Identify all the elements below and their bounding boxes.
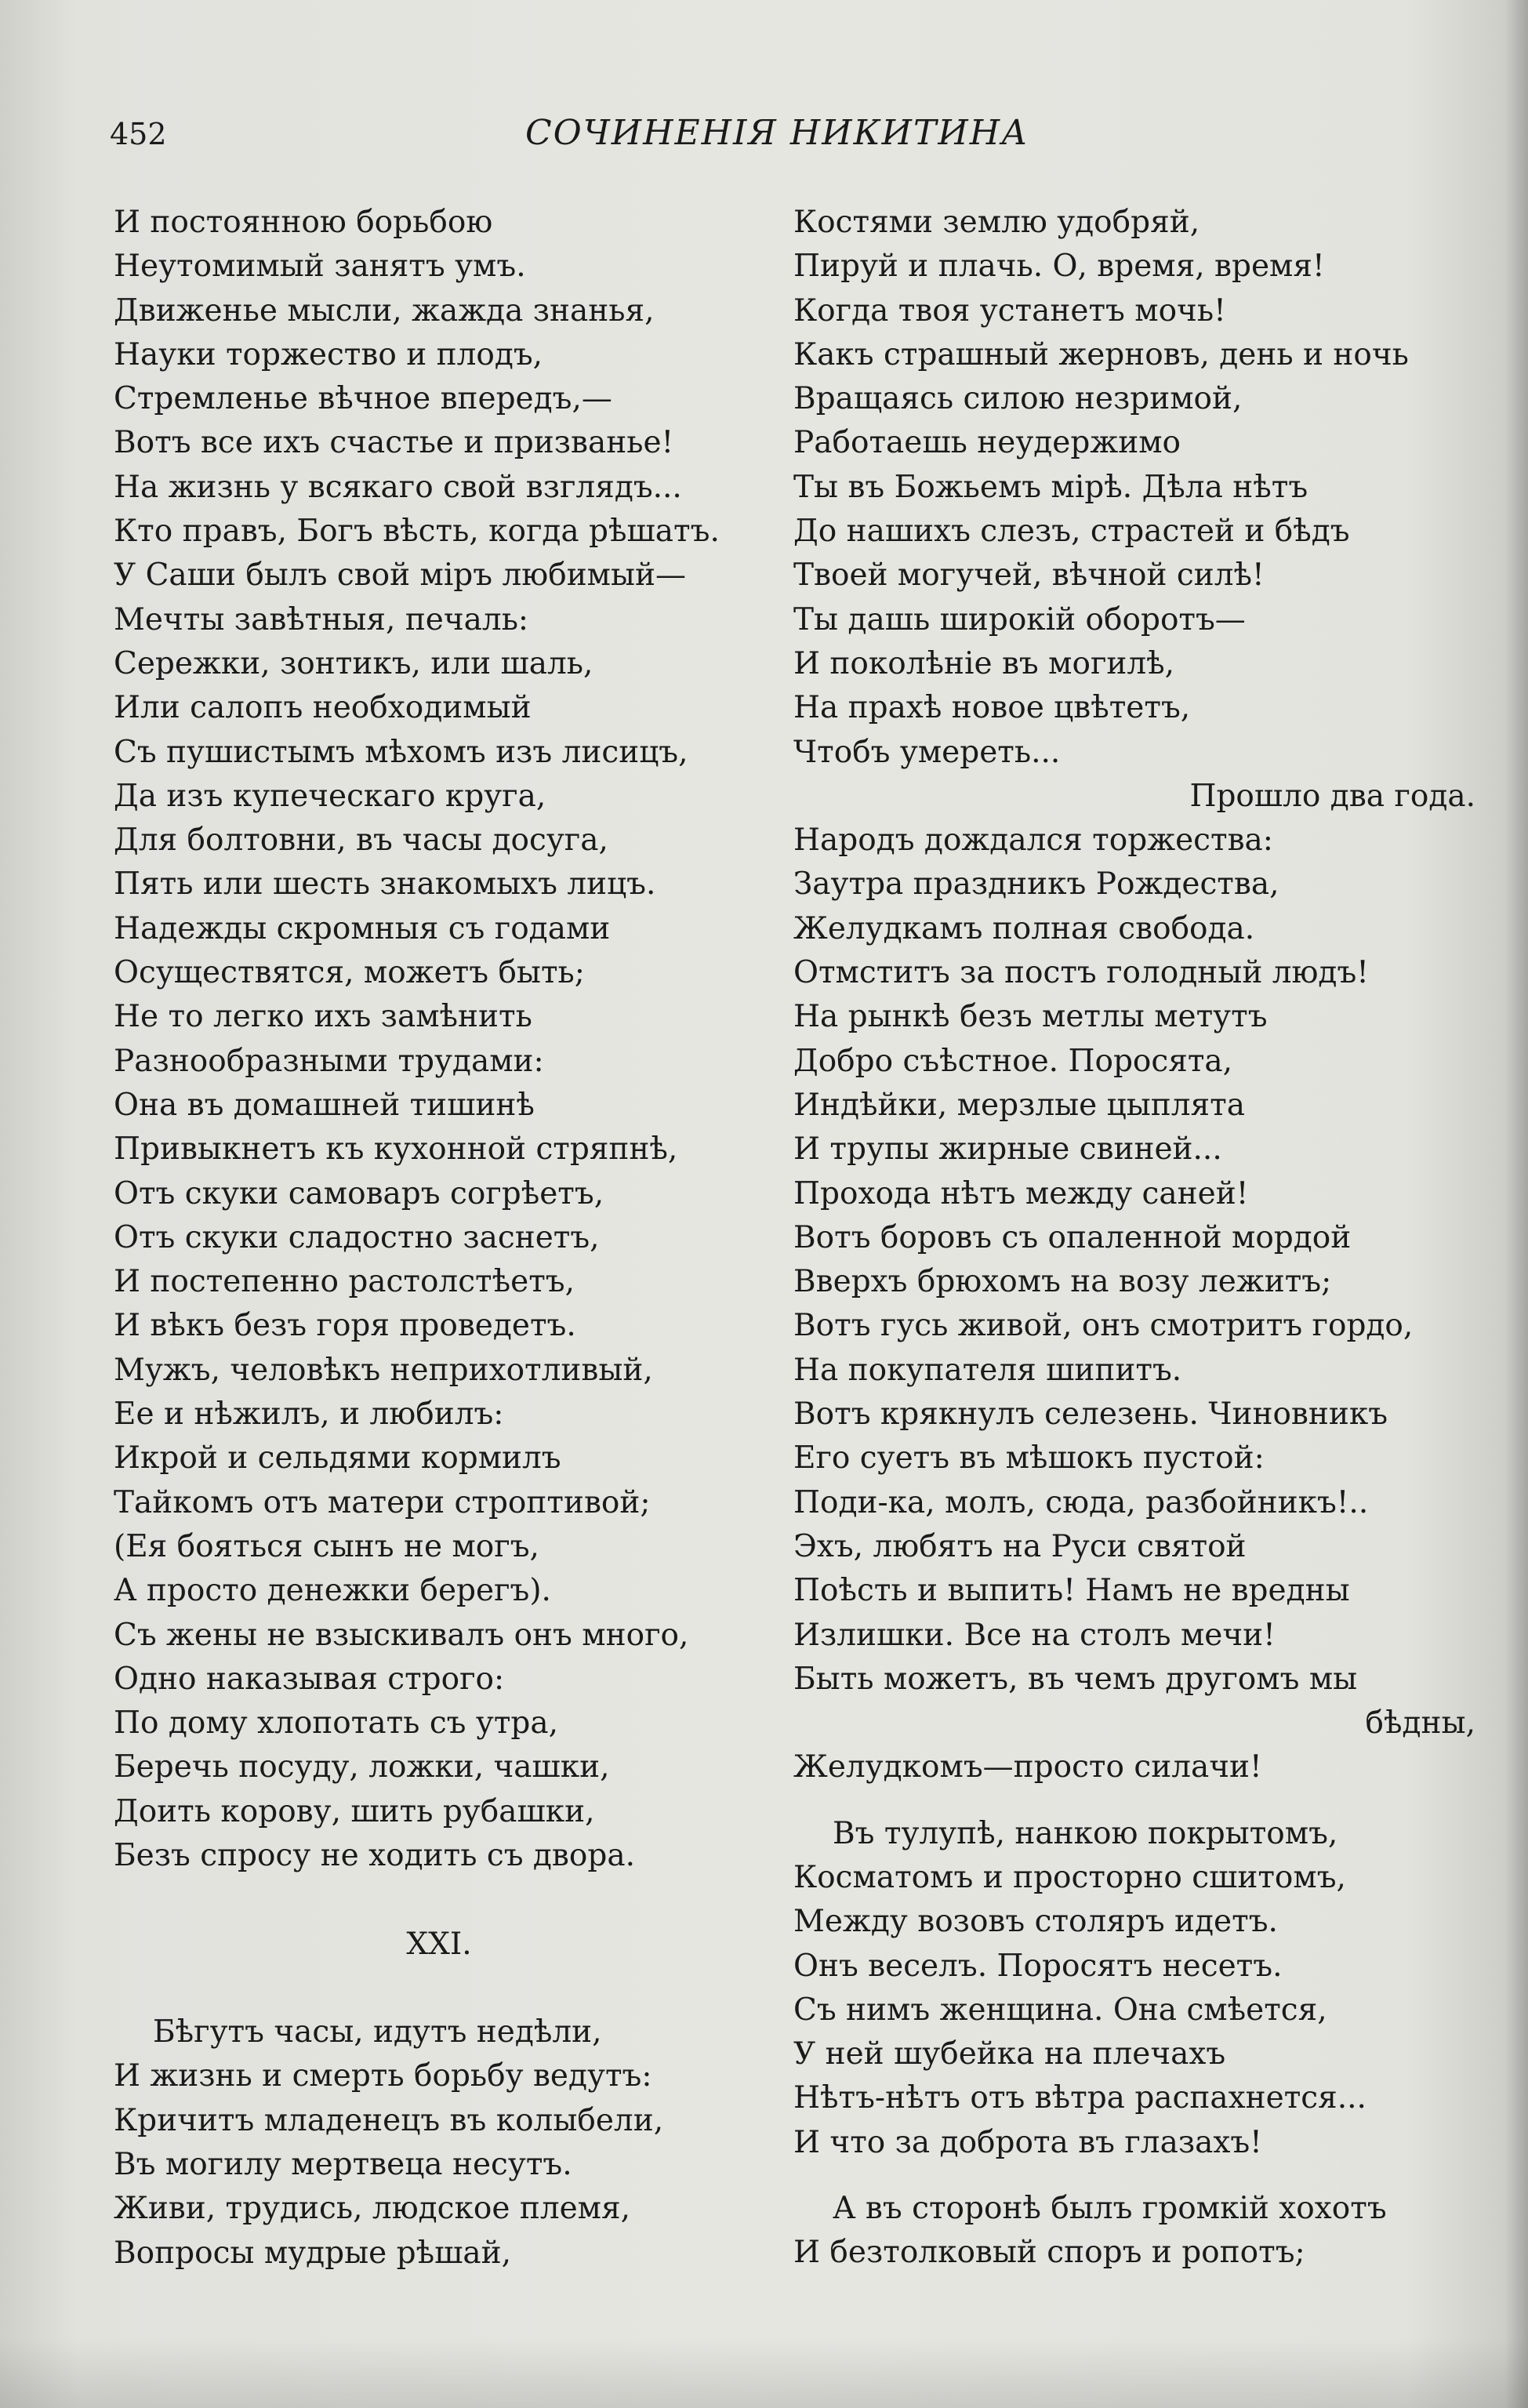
page-number: 452 <box>110 117 167 151</box>
page-edge-shadow <box>1504 0 1528 2408</box>
verse-line: У Саши былъ свой міръ любимый— <box>114 558 687 594</box>
verse-line: На жизнь у всякаго свой взглядъ... <box>114 469 682 505</box>
verse-line: Сережки, зонтикъ, или шаль, <box>114 645 593 681</box>
verse-line: Или салопъ необходимый <box>114 690 532 726</box>
page-bottom-shadow <box>0 2337 1528 2408</box>
verse-line: Безъ спросу не ходить съ двора. <box>114 1837 635 1873</box>
verse-line: Надежды скромныя съ годами <box>114 910 611 946</box>
right-stanza-2 <box>793 819 1475 1702</box>
right-stanza-3 <box>793 1856 1475 2165</box>
verse-line: Тайкомъ отъ матери строптивой; <box>114 1484 651 1520</box>
verse-line: (Ея бояться сынъ не могъ, <box>114 1528 539 1564</box>
verse-line: Въ тулупѣ, нанкою покрытомъ, <box>833 1815 1338 1851</box>
verse-line: Отъ скуки самоваръ согрѣетъ, <box>114 1175 604 1211</box>
verse-line: И вѣкъ безъ горя проведетъ. <box>114 1308 576 1344</box>
verse-line: У ней шубейка на плечахъ <box>793 2036 1226 2072</box>
verse-line: На прахѣ новое цвѣтетъ, <box>793 690 1191 726</box>
verse-line: И постоянною борьбою <box>114 205 493 240</box>
left-stanza-2 <box>114 2054 764 2275</box>
running-title: СОЧИНЕНІЯ НИКИТИНА <box>525 113 1029 153</box>
verse-line: Поѣсть и выпить! Намъ не вредны <box>793 1573 1350 1609</box>
right-stanza-4 <box>793 2231 1475 2275</box>
verse-line: Осуществятся, можетъ быть; <box>114 955 585 991</box>
verse-line: По дому хлопотать съ утра, <box>114 1705 559 1742</box>
verse-line: Индѣйки, мерзлые цыплята <box>793 1087 1245 1123</box>
verse-line: На рынкѣ безъ метлы метутъ <box>793 999 1268 1035</box>
verse-line: И что за доброта въ глазахъ! <box>793 2124 1262 2160</box>
verse-line: Онъ веселъ. Поросятъ несетъ. <box>793 1948 1283 1984</box>
verse-line: Кто правъ, Богъ вѣсть, когда рѣшатъ. <box>114 514 720 550</box>
verse-line: Отмститъ за постъ голодный людъ! <box>793 955 1369 991</box>
verse-line: Вопросы мудрые рѣшай, <box>114 2235 512 2271</box>
verse-line: Съ жены не взыскивалъ онъ много, <box>114 1617 689 1653</box>
verse-line: Бѣгутъ часы, идутъ недѣли, <box>153 2014 602 2050</box>
verse-line: Поди-ка, молъ, сюда, разбойникъ!.. <box>793 1484 1369 1520</box>
spacer <box>793 2165 1475 2187</box>
verse-line: Когда твоя устанетъ мочь! <box>793 292 1226 329</box>
verse-line: Вотъ боровъ съ опаленной мордой <box>793 1219 1352 1255</box>
verse-line: На покупателя шипитъ. <box>793 1352 1182 1388</box>
verse-line: Прохода нѣтъ между саней! <box>793 1175 1249 1211</box>
verse-line: Привыкнетъ къ кухонной стряпнѣ, <box>114 1131 678 1168</box>
verse-line: Твоей могучей, вѣчной силѣ! <box>793 558 1265 594</box>
verse-line: Вотъ все ихъ счастье и призванье! <box>114 425 674 461</box>
verse-line-continuation: бѣдны, <box>1365 1705 1475 1742</box>
verse-line: Движенье мысли, жажда знанья, <box>114 292 655 329</box>
verse-line: Разнообразными трудами: <box>114 1043 544 1079</box>
verse-line: И постепенно растолстѣетъ, <box>114 1264 575 1300</box>
verse-line: Да изъ купеческаго круга, <box>114 778 546 814</box>
verse-line: Эхъ, любятъ на Руси святой <box>793 1528 1247 1564</box>
verse-line: Народъ дождался торжества: <box>793 823 1273 859</box>
verse-line: И жизнь и смерть борьбу ведутъ: <box>114 2058 652 2094</box>
verse-line: А просто денежки берегъ). <box>114 1573 551 1609</box>
verse-line: И трупы жирные свиней... <box>793 1131 1222 1168</box>
verse-line: Вотъ крякнулъ селезень. Чиновникъ <box>793 1396 1388 1433</box>
verse-line: Вращаясь силою незримой, <box>793 381 1243 417</box>
verse-line: Желудкомъ—просто силачи! <box>793 1749 1262 1785</box>
spacer <box>114 1967 764 2010</box>
verse-line: Чтобъ умереть... <box>793 734 1061 770</box>
left-column <box>114 201 764 2275</box>
verse-line: Одно наказывая строго: <box>114 1661 505 1697</box>
verse-line: Кричитъ младенецъ въ колыбели, <box>114 2102 664 2138</box>
verse-line: Желудкамъ полная свобода. <box>793 910 1255 946</box>
verse-line: Науки торжество и плодъ, <box>114 336 543 372</box>
verse-line: Между возовъ столяръ идетъ. <box>793 1904 1278 1940</box>
spacer <box>114 1878 764 1922</box>
verse-line: И безтолковый споръ и ропотъ; <box>793 2235 1305 2271</box>
verse-line: Неутомимый занятъ умъ. <box>114 249 526 285</box>
verse-line: Вотъ гусь живой, онъ смотритъ гордо, <box>793 1308 1414 1344</box>
verse-line: Излишки. Все на столъ мечи! <box>793 1617 1276 1653</box>
verse-line: Не то легко ихъ замѣнить <box>114 999 532 1035</box>
verse-line: Беречь посуду, ложки, чашки, <box>114 1749 610 1785</box>
verse-line: Пять или шесть знакомыхъ лицъ. <box>114 866 656 903</box>
verse-line: Мужъ, человѣкъ неприхотливый, <box>114 1352 653 1388</box>
verse-line: И поколѣніе въ могилѣ, <box>793 645 1175 681</box>
section-heading: XXI. <box>406 1926 472 1962</box>
verse-line: Вверхъ брюхомъ на возу лежитъ; <box>793 1264 1332 1300</box>
verse-line: Быть можетъ, въ чемъ другомъ мы <box>793 1661 1358 1697</box>
verse-line: До нашихъ слезъ, страстей и бѣдъ <box>793 514 1350 550</box>
right-column <box>793 201 1475 2275</box>
verse-line: А въ сторонѣ былъ громкій хохотъ <box>833 2191 1387 2227</box>
verse-line: Работаешь неудержимо <box>793 425 1181 461</box>
verse-line: Его суетъ въ мѣшокъ пустой: <box>793 1440 1265 1476</box>
verse-line: Отъ скуки сладостно заснетъ, <box>114 1219 600 1255</box>
verse-line: Нѣтъ-нѣтъ отъ вѣтра распахнется... <box>793 2080 1366 2116</box>
verse-line: Съ пушистымъ мѣхомъ изъ лисицъ, <box>114 734 688 770</box>
verse-line: Косматомъ и просторно сшитомъ, <box>793 1859 1346 1895</box>
left-stanza-1 <box>114 201 764 1878</box>
verse-line: Доить корову, шить рубашки, <box>114 1793 595 1829</box>
verse-line: Добро съѣстное. Поросята, <box>793 1043 1233 1079</box>
verse-line: Икрой и сельдями кормилъ <box>114 1440 561 1476</box>
verse-line: Пируй и плачь. О, время, время! <box>793 249 1325 285</box>
verse-line: Мечты завѣтныя, печаль: <box>114 601 529 637</box>
verse-line-right-aligned: Прошло два года. <box>1189 778 1475 814</box>
verse-line: Съ нимъ женщина. Она смѣется, <box>793 1992 1327 2028</box>
verse-line: Она въ домашней тишинѣ <box>114 1087 535 1123</box>
right-stanza-1 <box>793 201 1475 775</box>
verse-line: Ее и нѣжилъ, и любилъ: <box>114 1396 504 1433</box>
verse-line: Какъ страшный жерновъ, день и ночь <box>793 336 1409 372</box>
verse-line: Заутра праздникъ Рождества, <box>793 866 1279 903</box>
verse-line: Для болтовни, въ часы досуга, <box>114 823 608 859</box>
verse-line: Въ могилу мертвеца несутъ. <box>114 2147 572 2183</box>
verse-line: Живи, трудись, людское племя, <box>114 2191 631 2227</box>
verse-line: Ты въ Божьемъ мірѣ. Дѣла нѣтъ <box>793 469 1308 505</box>
verse-line: Ты дашь широкій оборотъ— <box>793 601 1246 637</box>
spacer <box>793 1790 1475 1812</box>
verse-line: Стремленье вѣчное впередъ,— <box>114 381 612 417</box>
verse-line: Костями землю удобряй, <box>793 205 1200 240</box>
